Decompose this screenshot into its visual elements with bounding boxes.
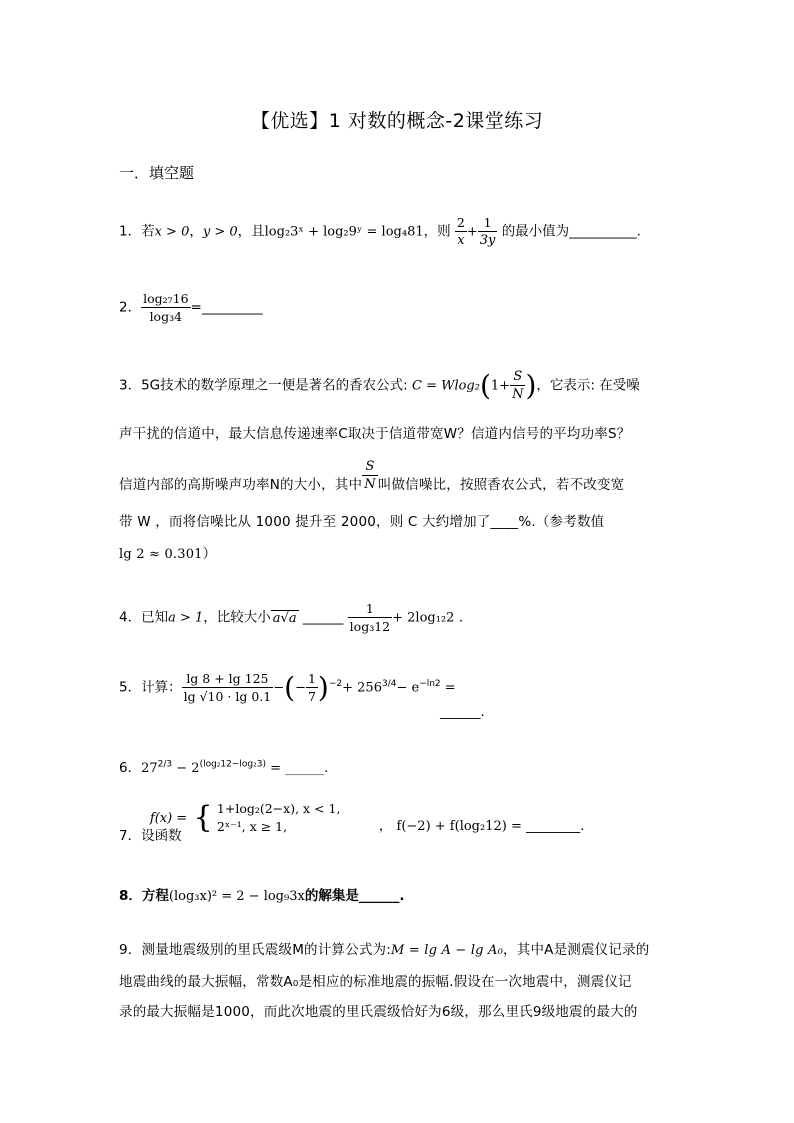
q3-formula-frac-den: N (512, 387, 524, 402)
q5-paren-den: 7 (307, 689, 316, 704)
q1-equation: log₂3ˣ + log₂9ʸ = log₄81 (264, 224, 424, 240)
q4-blank: ______ (302, 609, 344, 626)
q2-fraction (141, 290, 190, 325)
q3-snr-num: S (362, 458, 378, 476)
q1-sep: ， (189, 223, 203, 240)
page-title: 【优选】1 对数的概念-2课堂练习 (250, 110, 544, 132)
question-3-line-2: 声干扰的信道中，最大信息传递速率C取决于信道带宽W？信道内信号的平均功率S？ (119, 426, 631, 442)
q1-frac1-num: 2 (456, 215, 465, 230)
q1-number: 1．若 (119, 223, 155, 240)
q7-case-1: 1+log₂(2−x), x < 1, (216, 801, 341, 816)
question-7: 7．设函数 f(x) = { 1+log₂(2−x), x < 1, 2ˣ⁻¹, x ≥ 1, ， f(−2) + f(log₂12) = ________. (119, 800, 585, 844)
q7-tail: ________. (521, 818, 585, 834)
question-9-line-1 (119, 938, 649, 958)
q6-tail: = ______. (265, 761, 329, 776)
question-3-line-3 (119, 458, 624, 493)
q3-reference-value: lg 2 ≈ 0.301 (119, 547, 203, 562)
q1-then: ，则 (423, 223, 451, 240)
q1-tail: 的最小值为__________. (501, 223, 641, 240)
q3-formula: C = Wlog₂ (411, 378, 480, 394)
q4-frac-num: 1 (348, 600, 392, 618)
q9-intro: 9．测量地震级别的里氏震级M的计算公式为: (119, 942, 391, 958)
q7-sep: ， (378, 818, 393, 834)
q4-sqrt-expression: a√a (272, 610, 297, 626)
question-2 (119, 290, 263, 325)
q1-fraction-2 (478, 214, 498, 249)
q5-equals: = (440, 680, 456, 696)
q1-frac2-den: 3y (479, 233, 496, 248)
q4-compare-text: ，比较大小 (203, 609, 271, 626)
q1-fraction-1 (455, 214, 467, 249)
q1-frac1-den: x (457, 233, 465, 248)
q2-tail: =_________ (190, 299, 263, 316)
q5-exp2: 3/4 (381, 679, 397, 689)
q5-answer-blank: ______. (440, 704, 485, 720)
q1-cond-y: y > 0 (202, 224, 238, 240)
q5-paren-fraction (306, 670, 318, 705)
q3-snr-fraction (362, 458, 378, 493)
question-4 (119, 600, 463, 635)
section-heading: 一．填空题 (119, 164, 195, 182)
q7-piecewise-cases (217, 800, 341, 836)
question-3-line-5 (119, 542, 216, 562)
q9-formula: M = lg A − lg A₀ (391, 943, 504, 958)
q4-fraction (348, 600, 392, 635)
q4-frac-den: log₃12 (349, 619, 391, 634)
q4-condition: a > 1 (168, 610, 204, 626)
q7-fx: f(x) = (149, 811, 188, 826)
question-8 (119, 884, 404, 904)
q6-minus-two: − 2 (172, 761, 200, 776)
q7-expression: f(−2) + f(log₂12) = (396, 819, 522, 834)
q5-frac-num: lg 8 + lg 125 (182, 670, 274, 688)
question-5: 5．计算： $\frac{\lg 8 + \lg 125}{\lg √10 \cdot \lg 0.1}$ −(− $\frac{1}{7}$ )$^{-2}+ 256^{3/4}- e^{-ln2}$ = (119, 671, 456, 704)
question-6 (119, 756, 328, 776)
q8-number: 8．方程 (119, 888, 169, 904)
q4-plus-term: + 2log₁₂2 (392, 610, 455, 626)
q4-number: 4．已知 (119, 609, 169, 626)
q5-minus: − (273, 680, 285, 696)
question-9-line-2: 地震曲线的最大振幅，常数A₀是相应的标准地震的振幅.假设在一次地震中，测震仪记 (119, 974, 632, 990)
q3-formula-fraction (510, 368, 525, 403)
q7-case-2: 2ˣ⁻¹, x ≥ 1, (216, 819, 288, 834)
q5-paren-num: 1 (307, 671, 316, 686)
q1-frac2-num: 1 (478, 214, 498, 232)
q5-term-e: − e (396, 680, 420, 696)
q6-number: 6． (119, 760, 142, 776)
q6-base: 27 (141, 761, 158, 776)
q5-term-256: + 256 (342, 680, 382, 696)
q5-main-fraction (182, 670, 274, 705)
q3-line5-tail: ） (202, 546, 217, 562)
q8-equation: (log₃x)² = 2 − log₉3x (168, 889, 305, 904)
q4-tail: . (458, 609, 464, 626)
q3-line3-a: 信道内部的高斯噪声功率N的大小，其中 (119, 477, 363, 493)
question-1: 1．若x > 0，y > 0，且log₂3ˣ + log₂9ʸ = log₄81，则 $\frac{2}{x}$ + $\frac{1}{3y}$ 的最小值为__________. (119, 215, 641, 248)
q6-exp2: (log₂12−log₂3) (199, 759, 266, 770)
q2-frac-den: log₃4 (149, 309, 183, 324)
question-3-line-4: 带 W ，而将信噪比从 1000 提升至 2000，则 C 大约增加了____%.（参考数值 (119, 514, 605, 530)
q3-formula-frac-num: S (510, 368, 525, 386)
q3-line3-b: 叫做信噪比，按照香农公式，若不改变宽 (377, 477, 625, 493)
q5-exp3: −ln2 (419, 679, 441, 689)
q1-sep2: ，且 (237, 223, 265, 240)
q9-line1-tail: ，其中A是测震仪记录的 (503, 942, 650, 958)
q3-line1-tail: ，它表示: 在受噪 (536, 377, 640, 394)
q5-frac-den: lg √10 · lg 0.1 (183, 689, 272, 704)
question-9-line-3: 录的最大振幅是1000，而此次地震的里氏震级恰好为6级，那么里氏9级地震的最大的 (119, 1004, 638, 1020)
q3-snr-den: N (364, 477, 376, 492)
q6-exp1: 2/3 (157, 759, 173, 770)
q7-number: 7．设函数 (119, 828, 182, 844)
q3-intro: 3．5G技术的数学原理之一便是著名的香农公式: (119, 377, 408, 394)
q2-frac-num: log₂₇16 (143, 291, 189, 306)
q5-exp1: −2 (328, 679, 343, 689)
question-3-line-1: 3．5G技术的数学原理之一便是著名的香农公式: C = Wlog₂(1+ $\frac{S}{N}$ )，它表示: 在受噪 (119, 369, 640, 402)
q5-number: 5．计算： (119, 679, 182, 696)
q8-tail: 的解集是______. (304, 888, 405, 904)
q1-cond-x: x > 0 (154, 224, 190, 240)
q3-paren-prefix: 1+ (490, 378, 511, 394)
q2-number: 2． (119, 299, 142, 316)
